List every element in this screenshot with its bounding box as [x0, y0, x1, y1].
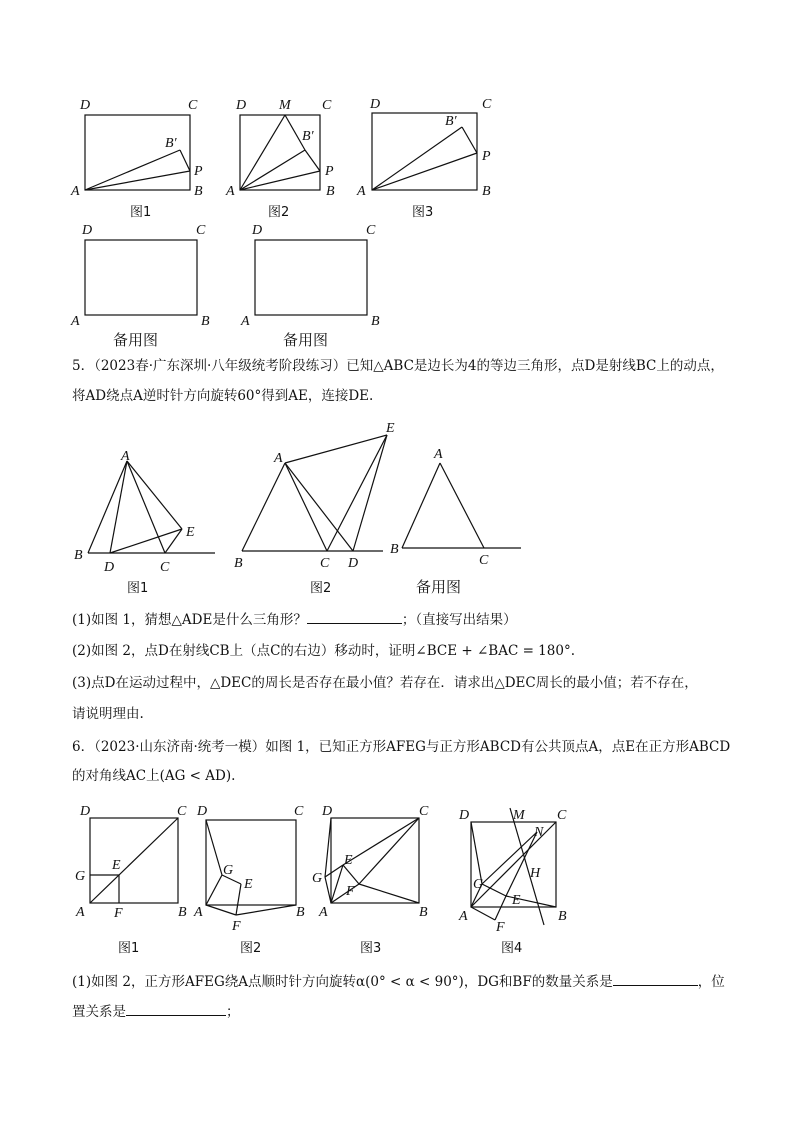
q1-suffix: ，位 — [697, 974, 725, 990]
label-C: C — [160, 560, 170, 575]
problem5-q3-line1: (3)点D在运动过程中，△DEC的周长是否存在最小值？若存在．请求出△DEC周长的最小值；若不存在， — [72, 675, 698, 691]
label-P: P — [325, 164, 334, 179]
label-D: D — [104, 560, 115, 575]
p5-spare — [390, 447, 521, 596]
label-A: A — [76, 905, 85, 920]
caption-spare: 备用图 — [283, 331, 329, 349]
label-B: B — [201, 314, 210, 329]
label-B: B — [74, 548, 83, 563]
label-F: F — [496, 920, 505, 935]
label-E: E — [112, 858, 121, 873]
label-C: C — [419, 804, 429, 819]
label-A: A — [71, 184, 80, 199]
caption-fig2: 图2 — [310, 581, 332, 596]
label-D: D — [80, 804, 91, 819]
label-B: B — [419, 905, 428, 920]
label-E: E — [386, 421, 395, 436]
p6-fig2 — [193, 804, 305, 956]
fig-top-3 — [356, 97, 492, 220]
label-B: B — [234, 556, 243, 571]
p6-fig1 — [75, 804, 187, 956]
label-Bprime: B′ — [445, 114, 457, 129]
label-C: C — [322, 98, 332, 113]
label-F: F — [346, 884, 355, 899]
problem5-stem-line1: 5．（2023春·广东深圳·八年级统考阶段练习）已知△ABC是边长为4的等边三角形，点D是射线BC上的动点， — [72, 358, 724, 374]
caption-spare: 备用图 — [113, 331, 159, 349]
problem6-q1-line1 — [72, 971, 732, 992]
label-D: D — [348, 556, 359, 571]
label-B: B — [178, 905, 187, 920]
p6-fig3 — [312, 804, 429, 956]
label-M: M — [513, 808, 525, 823]
fig-top-2 — [225, 98, 335, 220]
label-D: D — [197, 804, 208, 819]
label-A: A — [241, 314, 250, 329]
p5-fig1 — [74, 449, 215, 596]
label-A: A — [226, 184, 235, 199]
label-G: G — [473, 877, 484, 892]
label-D: D — [322, 804, 333, 819]
label-A: A — [434, 447, 443, 462]
label-B: B — [326, 184, 335, 199]
label-F: F — [114, 906, 123, 921]
label-C: C — [188, 98, 198, 113]
problem5-q2: (2)如图 2，点D在射线CB上（点C的右边）移动时，证明∠BCE + ∠BAC = 180°. — [72, 643, 575, 659]
fig-spare-2 — [240, 223, 380, 349]
label-B: B — [371, 314, 380, 329]
caption-fig2: 图2 — [240, 941, 262, 956]
label-E: E — [344, 853, 353, 868]
answer-blank-quantity[interactable] — [613, 971, 698, 986]
label-A: A — [274, 451, 283, 466]
label-N: N — [534, 825, 544, 840]
label-A: A — [319, 905, 328, 920]
label-B: B — [390, 542, 399, 557]
label-G: G — [223, 863, 234, 878]
label-H: H — [530, 866, 541, 881]
caption-fig1: 图1 — [130, 205, 152, 220]
label-Bprime: B′ — [302, 129, 314, 144]
label-E: E — [512, 893, 521, 908]
caption-fig4: 图4 — [501, 941, 523, 956]
caption-spare: 备用图 — [416, 578, 462, 596]
q1-suffix: ； — [226, 1004, 240, 1020]
label-C: C — [294, 804, 304, 819]
problem6-stem-line2: 的对角线AC上(AG < AD). — [72, 768, 236, 784]
caption-fig1: 图1 — [118, 941, 140, 956]
label-G: G — [312, 871, 323, 886]
q1-text: (1)如图 1，猜想△ADE是什么三角形？ — [72, 612, 307, 628]
label-Bprime: B′ — [165, 136, 177, 151]
label-A: A — [121, 449, 130, 464]
label-C: C — [557, 808, 567, 823]
label-F: F — [232, 919, 241, 934]
q1-text: 置关系是 — [72, 1004, 126, 1020]
label-A: A — [71, 314, 80, 329]
label-A: A — [194, 905, 203, 920]
label-P: P — [194, 164, 203, 179]
answer-blank[interactable] — [307, 609, 402, 624]
label-B: B — [194, 184, 203, 199]
fig-top-1 — [70, 98, 203, 220]
label-E: E — [244, 877, 253, 892]
problem6-stem-line1: 6．（2023·山东济南·统考一模）如图 1，已知正方形AFEG与正方形ABCD有公共顶点A，点E在正方形ABCD — [72, 739, 731, 755]
caption-fig3: 图3 — [412, 205, 434, 220]
label-A: A — [357, 184, 366, 199]
fig-spare-1 — [70, 223, 210, 349]
label-B: B — [482, 184, 491, 199]
label-D: D — [370, 97, 381, 112]
p5-fig2 — [234, 421, 395, 596]
q1-suffix: ；（直接写出结果） — [401, 612, 517, 628]
label-D: D — [252, 223, 263, 238]
label-G: G — [75, 869, 86, 884]
caption-fig3: 图3 — [360, 941, 382, 956]
answer-blank-position[interactable] — [126, 1001, 226, 1016]
label-C: C — [366, 223, 376, 238]
label-P: P — [482, 149, 491, 164]
label-E: E — [186, 525, 195, 540]
label-D: D — [236, 98, 247, 113]
caption-fig2: 图2 — [268, 205, 290, 220]
q1-text: (1)如图 2，正方形AFEG绕A点顺时针方向旋转α(0° < α < 90°)，DG和BF的数量关系是 — [72, 974, 613, 990]
problem5-q1 — [72, 609, 732, 630]
label-A: A — [459, 909, 468, 924]
label-C: C — [177, 804, 187, 819]
caption-fig1: 图1 — [127, 581, 149, 596]
problem5-q3-line2: 请说明理由. — [72, 706, 144, 722]
label-B: B — [558, 909, 567, 924]
label-M: M — [279, 98, 291, 113]
problem6-q1-line2 — [72, 1001, 732, 1022]
label-B: B — [296, 905, 305, 920]
p6-fig4 — [458, 808, 567, 956]
label-C: C — [482, 97, 492, 112]
label-C: C — [320, 556, 330, 571]
label-D: D — [80, 98, 91, 113]
label-C: C — [479, 553, 489, 568]
label-D: D — [459, 808, 470, 823]
label-C: C — [196, 223, 206, 238]
problem5-stem-line2: 将AD绕点A逆时针方向旋转60°得到AE，连接DE. — [72, 388, 374, 404]
label-D: D — [82, 223, 93, 238]
